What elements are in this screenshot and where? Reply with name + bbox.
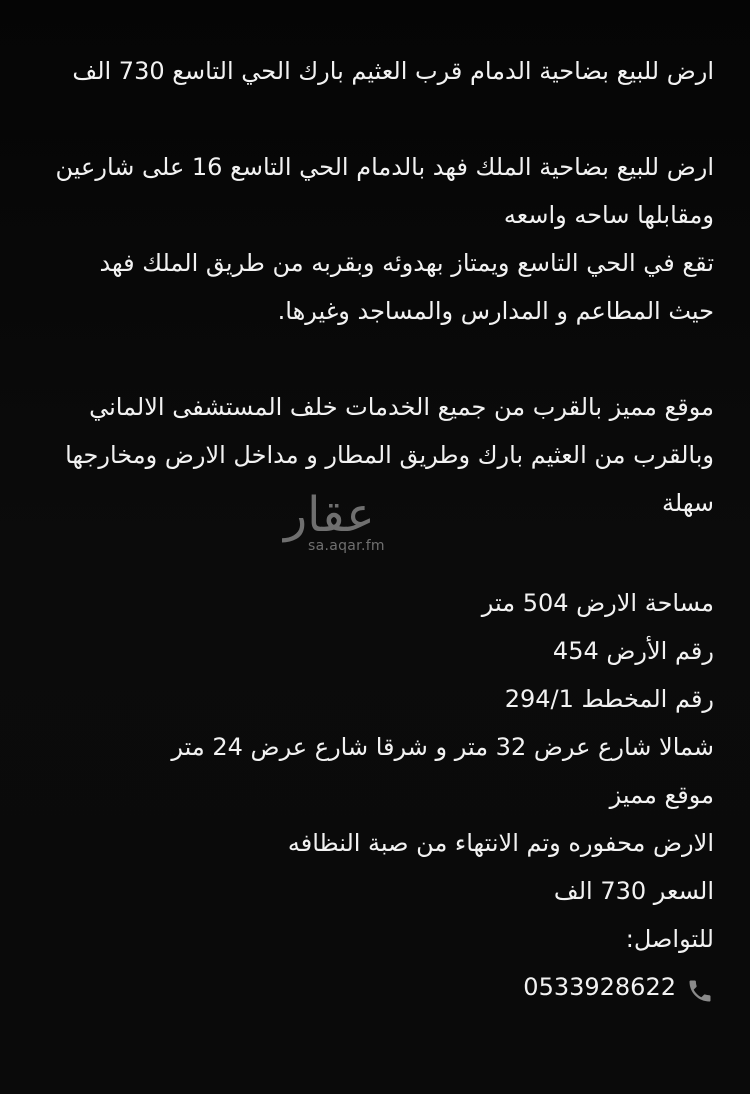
detail-land-number: رقم الأرض 454: [552, 637, 714, 665]
description-line: تقع في الحي التاسع ويمتاز بهدوئه وبقربه من طريق الملك فهد: [99, 249, 714, 277]
aqar-watermark: [282, 487, 402, 560]
description-line: ومقابلها ساحه واسعه: [503, 201, 714, 229]
spacer: [24, 95, 714, 143]
phone-row[interactable]: [24, 963, 714, 1011]
watermark-brand: عقار: [284, 487, 375, 543]
description-line: موقع مميز بالقرب من جميع الخدمات خلف المستشفى الالماني: [89, 393, 714, 421]
phone-number[interactable]: 0533928622: [523, 973, 676, 1001]
description-line: وبالقرب من العثيم بارك وطريق المطار و مداخل الارض ومخارجها: [65, 441, 714, 469]
phone-icon: [686, 973, 714, 1001]
contact-label: للتواصل:: [625, 925, 714, 953]
listing-headline: ارض للبيع بضاحية الدمام قرب العثيم بارك الحي التاسع 730 الف: [72, 57, 714, 85]
detail-streets: شمالا شارع عرض 32 متر و شرقا شارع عرض 24 متر: [171, 733, 714, 761]
watermark-url: sa.aqar.fm: [308, 538, 385, 554]
spacer: [24, 335, 714, 383]
description-line: سهلة: [662, 489, 714, 517]
detail-location: موقع مميز: [609, 781, 714, 809]
detail-area: مساحة الارض 504 متر: [481, 589, 714, 617]
description-line: ارض للبيع بضاحية الملك فهد بالدمام الحي التاسع 16 على شارعين: [55, 153, 714, 181]
detail-plan-number: رقم المخطط 294/1: [504, 685, 714, 713]
detail-price: السعر 730 الف: [553, 877, 714, 905]
detail-condition: الارض محفوره وتم الانتهاء من صبة النظافه: [287, 829, 714, 857]
description-line: حيث المطاعم و المدارس والمساجد وغيرها.: [277, 297, 714, 325]
